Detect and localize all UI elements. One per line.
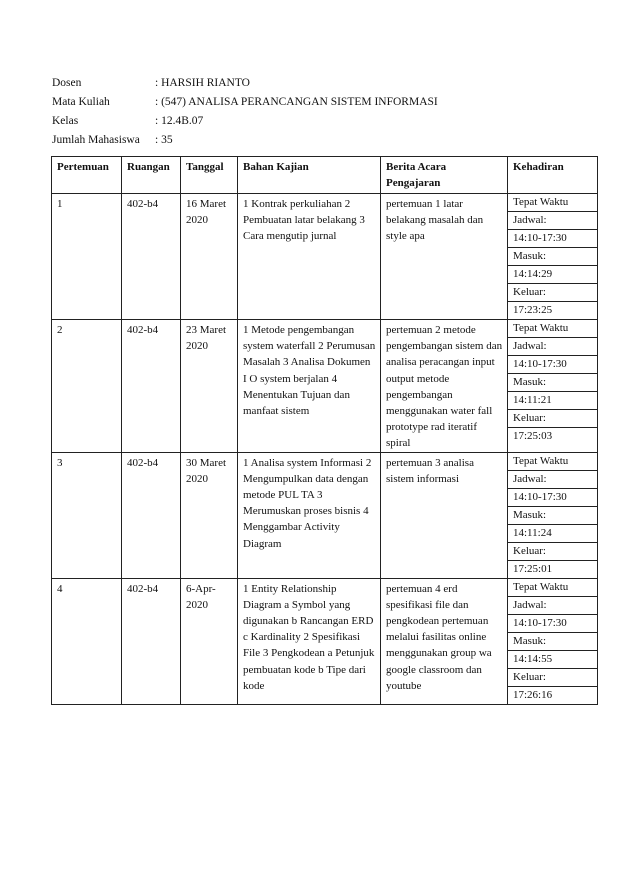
kehadiran-masuk-label: Masuk: xyxy=(508,248,597,266)
cell-pertemuan: 1 xyxy=(52,194,122,320)
kehadiran-jadwal-label: Jadwal: xyxy=(508,597,597,615)
cell-ruangan: 402-b4 xyxy=(122,578,181,704)
kehadiran-jadwal-label: Jadwal: xyxy=(508,212,597,230)
kehadiran-status: Tepat Waktu xyxy=(508,453,597,471)
course-header xyxy=(52,74,438,150)
cell-berita-acara: pertemuan 2 metode pengembangan sistem dan analisa peracangan input output metode pengembangan menggunakan water fall prototype rad iteratif spiral xyxy=(381,320,508,453)
kelas-label: Kelas xyxy=(52,115,79,127)
matakuliah-row xyxy=(52,93,438,112)
attendance-table xyxy=(51,156,598,705)
kehadiran-keluar-value: 17:25:01 xyxy=(513,562,553,575)
kehadiran-masuk-value: 14:11:24 xyxy=(508,525,597,543)
dosen-value: : HARSIH RIANTO xyxy=(155,77,250,89)
column-header-bahan-kajian: Bahan Kajian xyxy=(238,157,381,194)
kelas-row xyxy=(52,112,438,131)
cell-tanggal: 6-Apr-2020 xyxy=(181,578,238,704)
jumlah-label: Jumlah Mahasiswa xyxy=(52,134,140,146)
kehadiran-jadwal-value: 14:10-17:30 xyxy=(508,230,597,248)
kehadiran-status: Tepat Waktu xyxy=(508,320,597,338)
column-header-ruangan: Ruangan xyxy=(122,157,181,194)
kehadiran-keluar-label: Keluar: xyxy=(508,669,597,687)
kelas-value: : 12.4B.07 xyxy=(155,115,204,127)
kehadiran-keluar-value: 17:23:25 xyxy=(513,304,553,316)
column-header-tanggal: Tanggal xyxy=(181,157,238,194)
kehadiran-jadwal-value: 14:10-17:30 xyxy=(508,489,597,507)
cell-tanggal: 30 Maret 2020 xyxy=(181,452,238,578)
kehadiran-keluar-label: Keluar: xyxy=(508,410,597,428)
cell-bahan-kajian: 1 Entity Relationship Diagram a Symbol yang digunakan b Rancangan ERD c Kardinality 2 Spesifikasi File 3 Pengkodean a Petunjuk pembuatan kode b Tipe dari kode xyxy=(238,578,381,704)
cell-kehadiran xyxy=(508,578,598,704)
cell-ruangan: 402-b4 xyxy=(122,194,181,320)
cell-kehadiran xyxy=(508,452,598,578)
kehadiran-masuk-label: Masuk: xyxy=(508,374,597,392)
cell-pertemuan: 3 xyxy=(52,452,122,578)
kehadiran-masuk-value: 14:14:29 xyxy=(508,266,597,284)
cell-tanggal: 23 Maret 2020 xyxy=(181,320,238,453)
kehadiran-keluar-label: Keluar: xyxy=(508,284,597,302)
kehadiran-masuk-label: Masuk: xyxy=(508,633,597,651)
dosen-row xyxy=(52,74,438,93)
kehadiran-masuk-label: Masuk: xyxy=(508,507,597,525)
table-row xyxy=(52,452,598,578)
cell-kehadiran xyxy=(508,194,598,320)
cell-pertemuan: 2 xyxy=(52,320,122,453)
cell-bahan-kajian: 1 Metode pengembangan system waterfall 2 Perumusan Masalah 3 Analisa Dokumen I O system berjalan 4 Menentukan Tujuan dan manfaat sistem xyxy=(238,320,381,453)
kehadiran-masuk-value: 14:11:21 xyxy=(508,392,597,410)
cell-bahan-kajian: 1 Kontrak perkuliahan 2 Pembuatan latar belakang 3 Cara mengutip jurnal xyxy=(238,194,381,320)
kehadiran-jadwal-label: Jadwal: xyxy=(508,338,597,356)
cell-tanggal: 16 Maret 2020 xyxy=(181,194,238,320)
kehadiran-keluar-label: Keluar: xyxy=(508,543,597,561)
jumlah-value: : 35 xyxy=(155,134,173,146)
table-row xyxy=(52,320,598,453)
column-header-kehadiran: Kehadiran xyxy=(508,157,598,194)
cell-berita-acara: pertemuan 4 erd spesifikasi file dan pengkodean pertemuan melalui fasilitas online menggunakan group wa google classroom dan youtube xyxy=(381,578,508,704)
table-row xyxy=(52,578,598,704)
kehadiran-jadwal-label: Jadwal: xyxy=(508,471,597,489)
kehadiran-keluar-value: 17:25:03 xyxy=(513,430,553,442)
table-header-row xyxy=(52,157,598,194)
cell-ruangan: 402-b4 xyxy=(122,320,181,453)
kehadiran-jadwal-value: 14:10-17:30 xyxy=(508,615,597,633)
kehadiran-status: Tepat Waktu xyxy=(508,194,597,212)
cell-bahan-kajian: 1 Analisa system Informasi 2 Mengumpulkan data dengan metode PUL TA 3 Merumuskan proses bisnis 4 Menggambar Activity Diagram xyxy=(238,452,381,578)
kehadiran-masuk-value: 14:14:55 xyxy=(508,651,597,669)
column-header-pertemuan: Pertemuan xyxy=(52,157,122,194)
matakuliah-label: Mata Kuliah xyxy=(52,96,110,108)
table-row xyxy=(52,194,598,320)
kehadiran-keluar-value: 17:26:16 xyxy=(513,688,553,701)
column-header-berita-acara: Berita Acara Pengajaran xyxy=(381,157,508,194)
cell-ruangan: 402-b4 xyxy=(122,452,181,578)
cell-kehadiran xyxy=(508,320,598,453)
kehadiran-status: Tepat Waktu xyxy=(508,579,597,597)
matakuliah-value: : (547) ANALISA PERANCANGAN SISTEM INFORMASI xyxy=(155,96,438,108)
dosen-label: Dosen xyxy=(52,77,82,89)
kehadiran-jadwal-value: 14:10-17:30 xyxy=(508,356,597,374)
jumlah-row xyxy=(52,131,438,150)
cell-berita-acara: pertemuan 3 analisa sistem informasi xyxy=(381,452,508,578)
cell-pertemuan: 4 xyxy=(52,578,122,704)
cell-berita-acara: pertemuan 1 latar belakang masalah dan style apa xyxy=(381,194,508,320)
